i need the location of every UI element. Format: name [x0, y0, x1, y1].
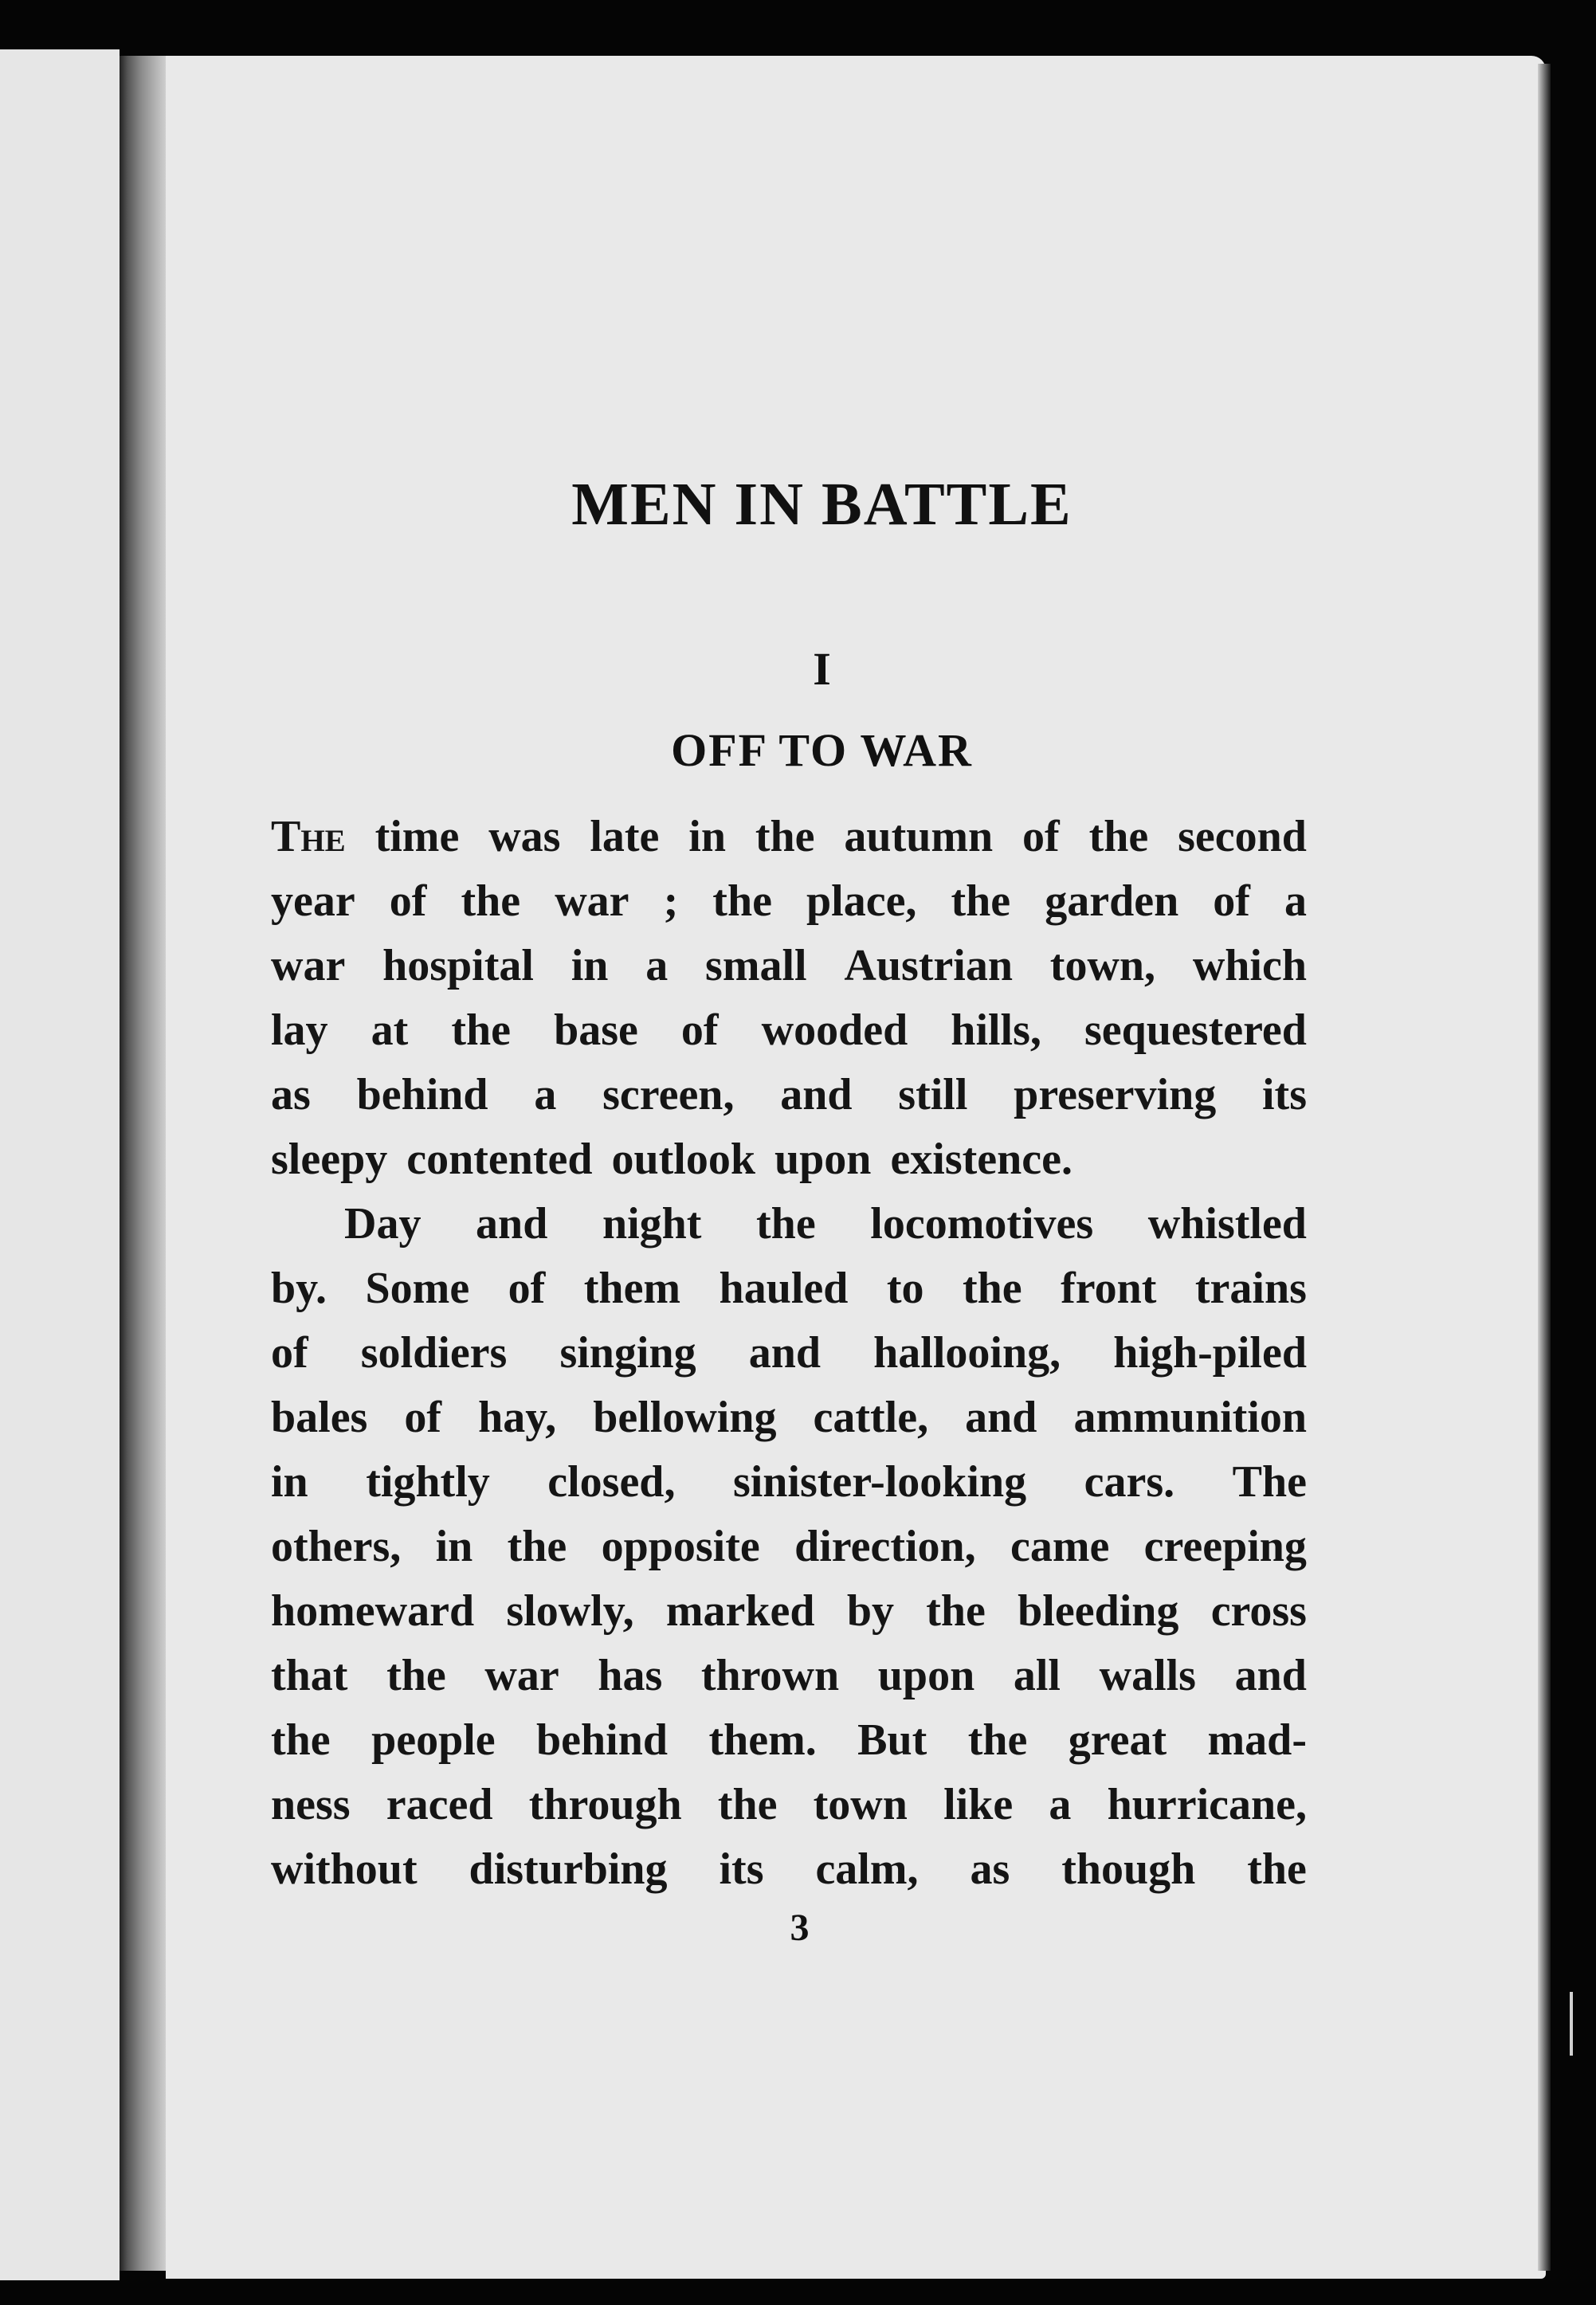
word: without: [271, 1844, 418, 1894]
word: and: [748, 1328, 822, 1378]
word: locomotives: [870, 1199, 1094, 1249]
word: garden: [1045, 876, 1179, 926]
word: the: [926, 1586, 986, 1636]
word: them.: [708, 1715, 817, 1765]
word: walls: [1099, 1651, 1196, 1700]
word: opposite: [601, 1522, 760, 1571]
chapter-number: I: [813, 643, 831, 695]
text-line: [271, 1127, 1307, 1192]
text-line: [271, 934, 1307, 998]
word: at: [371, 1005, 409, 1055]
text-line: [271, 1515, 1307, 1579]
word: bales: [271, 1393, 368, 1442]
word: homeward: [271, 1586, 475, 1636]
word: like: [943, 1780, 1014, 1829]
word: existence.: [890, 1135, 1073, 1184]
word: slowly,: [506, 1586, 634, 1636]
text-line: [271, 869, 1307, 934]
word: behind: [356, 1070, 488, 1119]
word: of: [271, 1328, 308, 1378]
word: creeping: [1143, 1522, 1307, 1571]
text-line: [271, 1321, 1307, 1386]
word: the: [755, 812, 815, 861]
word: the: [756, 1199, 816, 1249]
page-number: 3: [790, 1907, 810, 1949]
word: by: [846, 1586, 894, 1636]
lead-word: The: [271, 812, 346, 861]
word: high-piled: [1113, 1328, 1307, 1378]
word: bellowing: [593, 1393, 777, 1442]
word: direction,: [794, 1522, 976, 1571]
chapter-title: OFF TO WAR: [671, 724, 973, 776]
text-line: [271, 805, 1307, 869]
word: cross: [1210, 1586, 1307, 1636]
word: in: [435, 1522, 473, 1571]
word: hallooing,: [873, 1328, 1061, 1378]
word: that: [271, 1651, 348, 1700]
word: hospital: [382, 941, 534, 990]
word: of: [680, 1005, 719, 1055]
word: has: [598, 1651, 663, 1700]
word: hills,: [951, 1005, 1041, 1055]
word: whistled: [1147, 1199, 1307, 1249]
word: of: [389, 876, 427, 926]
word: Day: [344, 1199, 422, 1249]
word: front: [1061, 1264, 1157, 1313]
word: came: [1010, 1522, 1110, 1571]
scan-edge-mark: [1570, 1992, 1573, 2056]
text-line: [271, 998, 1307, 1063]
word: cars.: [1084, 1457, 1175, 1507]
word: base: [554, 1005, 638, 1055]
text-line: [271, 1450, 1307, 1515]
word: the: [271, 1715, 331, 1765]
word: a: [1284, 876, 1307, 926]
word: raced: [386, 1780, 493, 1829]
word: in: [271, 1457, 308, 1507]
text-line: [271, 1708, 1307, 1773]
word: bleeding: [1018, 1586, 1179, 1636]
word: sleepy: [271, 1135, 388, 1184]
word: upon: [877, 1651, 975, 1700]
word: ammunition: [1073, 1393, 1307, 1442]
word: contented: [406, 1135, 593, 1184]
word: behind: [536, 1715, 669, 1765]
word: sequestered: [1084, 1005, 1307, 1055]
word: a: [1049, 1780, 1072, 1829]
word: town: [813, 1780, 908, 1829]
word: war: [271, 941, 346, 990]
word: others,: [271, 1522, 402, 1571]
word: year: [271, 876, 355, 926]
word: place,: [806, 876, 917, 926]
word: screen,: [602, 1070, 735, 1119]
word: of: [404, 1393, 442, 1442]
word: hauled: [719, 1264, 849, 1313]
word: upon: [774, 1135, 872, 1184]
word: of: [1213, 876, 1250, 926]
word: and: [1234, 1651, 1307, 1700]
word: autumn: [844, 812, 994, 861]
word: the: [1088, 812, 1149, 861]
word: Austrian: [844, 941, 1013, 990]
word: its: [719, 1844, 764, 1894]
word: disturbing: [469, 1844, 668, 1894]
word: small: [705, 941, 807, 990]
word: cattle,: [813, 1393, 929, 1442]
word: lay: [271, 1005, 328, 1055]
word: marked: [665, 1586, 815, 1636]
word: war: [484, 1651, 559, 1700]
word: the: [951, 876, 1011, 926]
word: the: [451, 1005, 511, 1055]
word: wooded: [761, 1005, 908, 1055]
word: still: [898, 1070, 968, 1119]
word: The: [1232, 1457, 1307, 1507]
word: in: [688, 812, 726, 861]
word: soldiers: [360, 1328, 508, 1378]
text-line: [271, 1773, 1307, 1837]
word: thrown: [700, 1651, 840, 1700]
word: ness: [271, 1780, 351, 1829]
word: its: [1262, 1070, 1307, 1119]
word: in: [571, 941, 609, 990]
text-line: [271, 1063, 1307, 1127]
text-line: [271, 1192, 1307, 1256]
text-line: [271, 1644, 1307, 1708]
word: was: [488, 812, 561, 861]
word: time: [374, 812, 460, 861]
text-line: [271, 1837, 1307, 1902]
word: of: [508, 1264, 546, 1313]
word: the: [963, 1264, 1022, 1313]
word: the: [507, 1522, 567, 1571]
text-line: [271, 1579, 1307, 1644]
word: to: [886, 1264, 924, 1313]
word: Some: [365, 1264, 470, 1313]
word: the: [717, 1780, 778, 1829]
word: war: [555, 876, 629, 926]
word: sinister-looking: [732, 1457, 1027, 1507]
word: town,: [1049, 941, 1156, 990]
word: late: [590, 812, 660, 861]
word: hurricane,: [1107, 1780, 1307, 1829]
word: night: [602, 1199, 702, 1249]
word: second: [1178, 812, 1307, 861]
word: outlook: [611, 1135, 756, 1184]
word: which: [1192, 941, 1307, 990]
word: a: [534, 1070, 557, 1119]
word: tightly: [366, 1457, 490, 1507]
word: by.: [271, 1264, 327, 1313]
text-line: [271, 1386, 1307, 1450]
word: through: [528, 1780, 682, 1829]
book-title: MEN IN BATTLE: [571, 471, 1072, 538]
word: great: [1068, 1715, 1167, 1765]
word: and: [965, 1393, 1037, 1442]
word: them: [583, 1264, 681, 1313]
body-text: [271, 805, 1307, 1902]
word: singing: [559, 1328, 696, 1378]
word: as: [271, 1070, 311, 1119]
word: people: [371, 1715, 496, 1765]
word: trains: [1194, 1264, 1307, 1313]
word: and: [476, 1199, 548, 1249]
word: the: [967, 1715, 1028, 1765]
word: as: [970, 1844, 1010, 1894]
word: the: [461, 876, 521, 926]
word: But: [857, 1715, 927, 1765]
word: the: [386, 1651, 446, 1700]
word: the: [1247, 1844, 1307, 1894]
word: a: [645, 941, 669, 990]
word: preserving: [1014, 1070, 1217, 1119]
word: and: [780, 1070, 853, 1119]
word: ;: [663, 876, 679, 926]
word: hay,: [478, 1393, 557, 1442]
word: calm,: [815, 1844, 919, 1894]
word: the: [712, 876, 772, 926]
word: closed,: [547, 1457, 676, 1507]
word: all: [1013, 1651, 1061, 1700]
text-line: [271, 1256, 1307, 1321]
word: though: [1061, 1844, 1196, 1894]
word: of: [1022, 812, 1060, 861]
word: mad-: [1207, 1715, 1307, 1765]
